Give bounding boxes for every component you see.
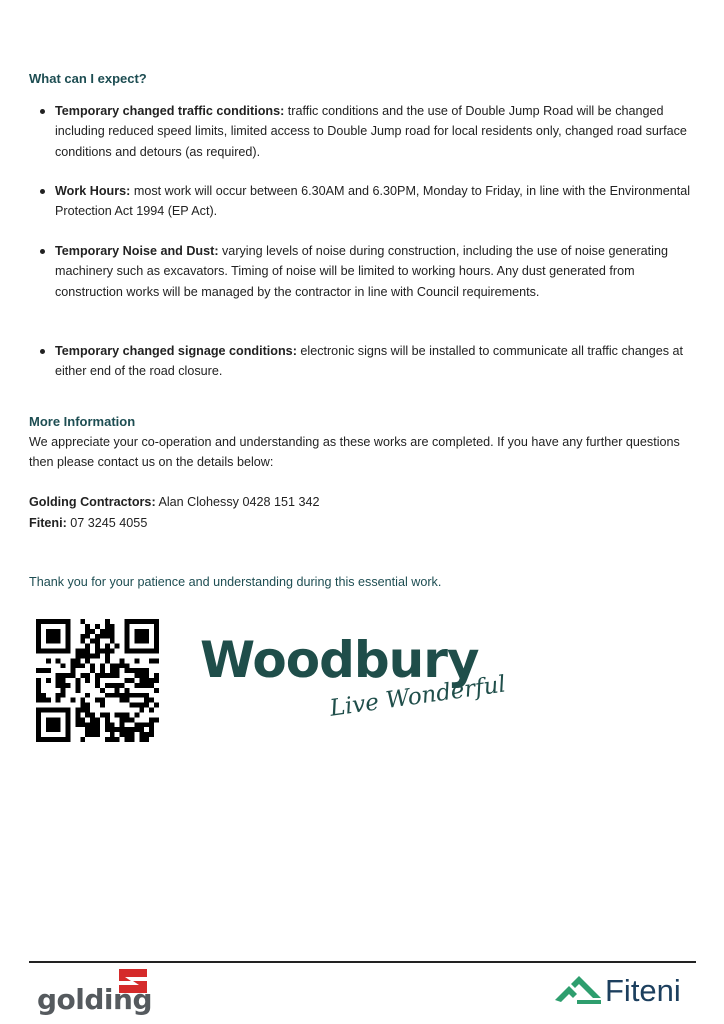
contact-label: Golding Contractors: — [29, 495, 156, 509]
more-information-text: We appreciate your co-operation and understanding as these works are completed. If you have any further questions then please contact us on the details below: — [29, 435, 680, 470]
bullet-work-hours — [29, 181, 694, 222]
bullet-traffic — [29, 101, 694, 162]
bullet-icon — [40, 109, 45, 114]
more-information-heading: More Information — [29, 414, 136, 429]
expect-list — [29, 101, 694, 382]
woodbury-tagline: Live Wonderful — [328, 671, 508, 722]
bullet-icon — [40, 189, 45, 194]
what-to-expect-heading: What can I expect? — [29, 71, 147, 86]
contact-fiteni — [29, 513, 147, 533]
bullet-noise-dust — [29, 241, 694, 322]
bullet-text: most work will occur between 6.30AM and 6.30PM, Monday to Friday, in line with the Environmental Protection Act 1994 (EP Act). — [55, 184, 691, 219]
bullet-text: varying levels of noise during construction, including the use of noise generating machinery such as excavators. Timing of noise will be limited to working hours. Any dust generated from construction works will be managed by the contractor in line with Council requirements. — [55, 244, 668, 299]
contact-golding — [29, 492, 319, 512]
woodbury-logo: Woodbury — [200, 631, 479, 689]
contact-value: Alan Clohessy 0428 151 342 — [155, 495, 320, 509]
fiteni-logo: Fiteni — [605, 973, 681, 1008]
thank-you-message: Thank you for your patience and understanding during this essential work. — [29, 575, 442, 589]
contact-label: Fiteni: — [29, 516, 67, 530]
bullet-text: electronic signs will be installed to communicate all traffic changes at either end of the road closure. — [55, 344, 684, 379]
bullet-icon — [40, 349, 45, 354]
bullet-title: Temporary Noise and Dust: — [55, 244, 219, 258]
bullet-signage — [29, 341, 694, 382]
qr-code[interactable] — [36, 619, 159, 742]
contact-value: 07 3245 4055 — [66, 516, 148, 530]
fiteni-logo-icon — [553, 976, 603, 1006]
golding-logo: golding — [37, 983, 152, 1016]
bullet-text: traffic conditions and the use of Double Jump Road will be changed including reduced speed limits, limited access to Double Jump road for local residents only, changed road surface conditions and detours (as required). — [55, 104, 687, 159]
bullet-title: Temporary changed traffic conditions: — [55, 104, 285, 118]
footer-divider — [29, 961, 696, 963]
bullet-icon — [40, 249, 45, 254]
bullet-title: Temporary changed signage conditions: — [55, 344, 297, 358]
bullet-title: Work Hours: — [55, 184, 131, 198]
